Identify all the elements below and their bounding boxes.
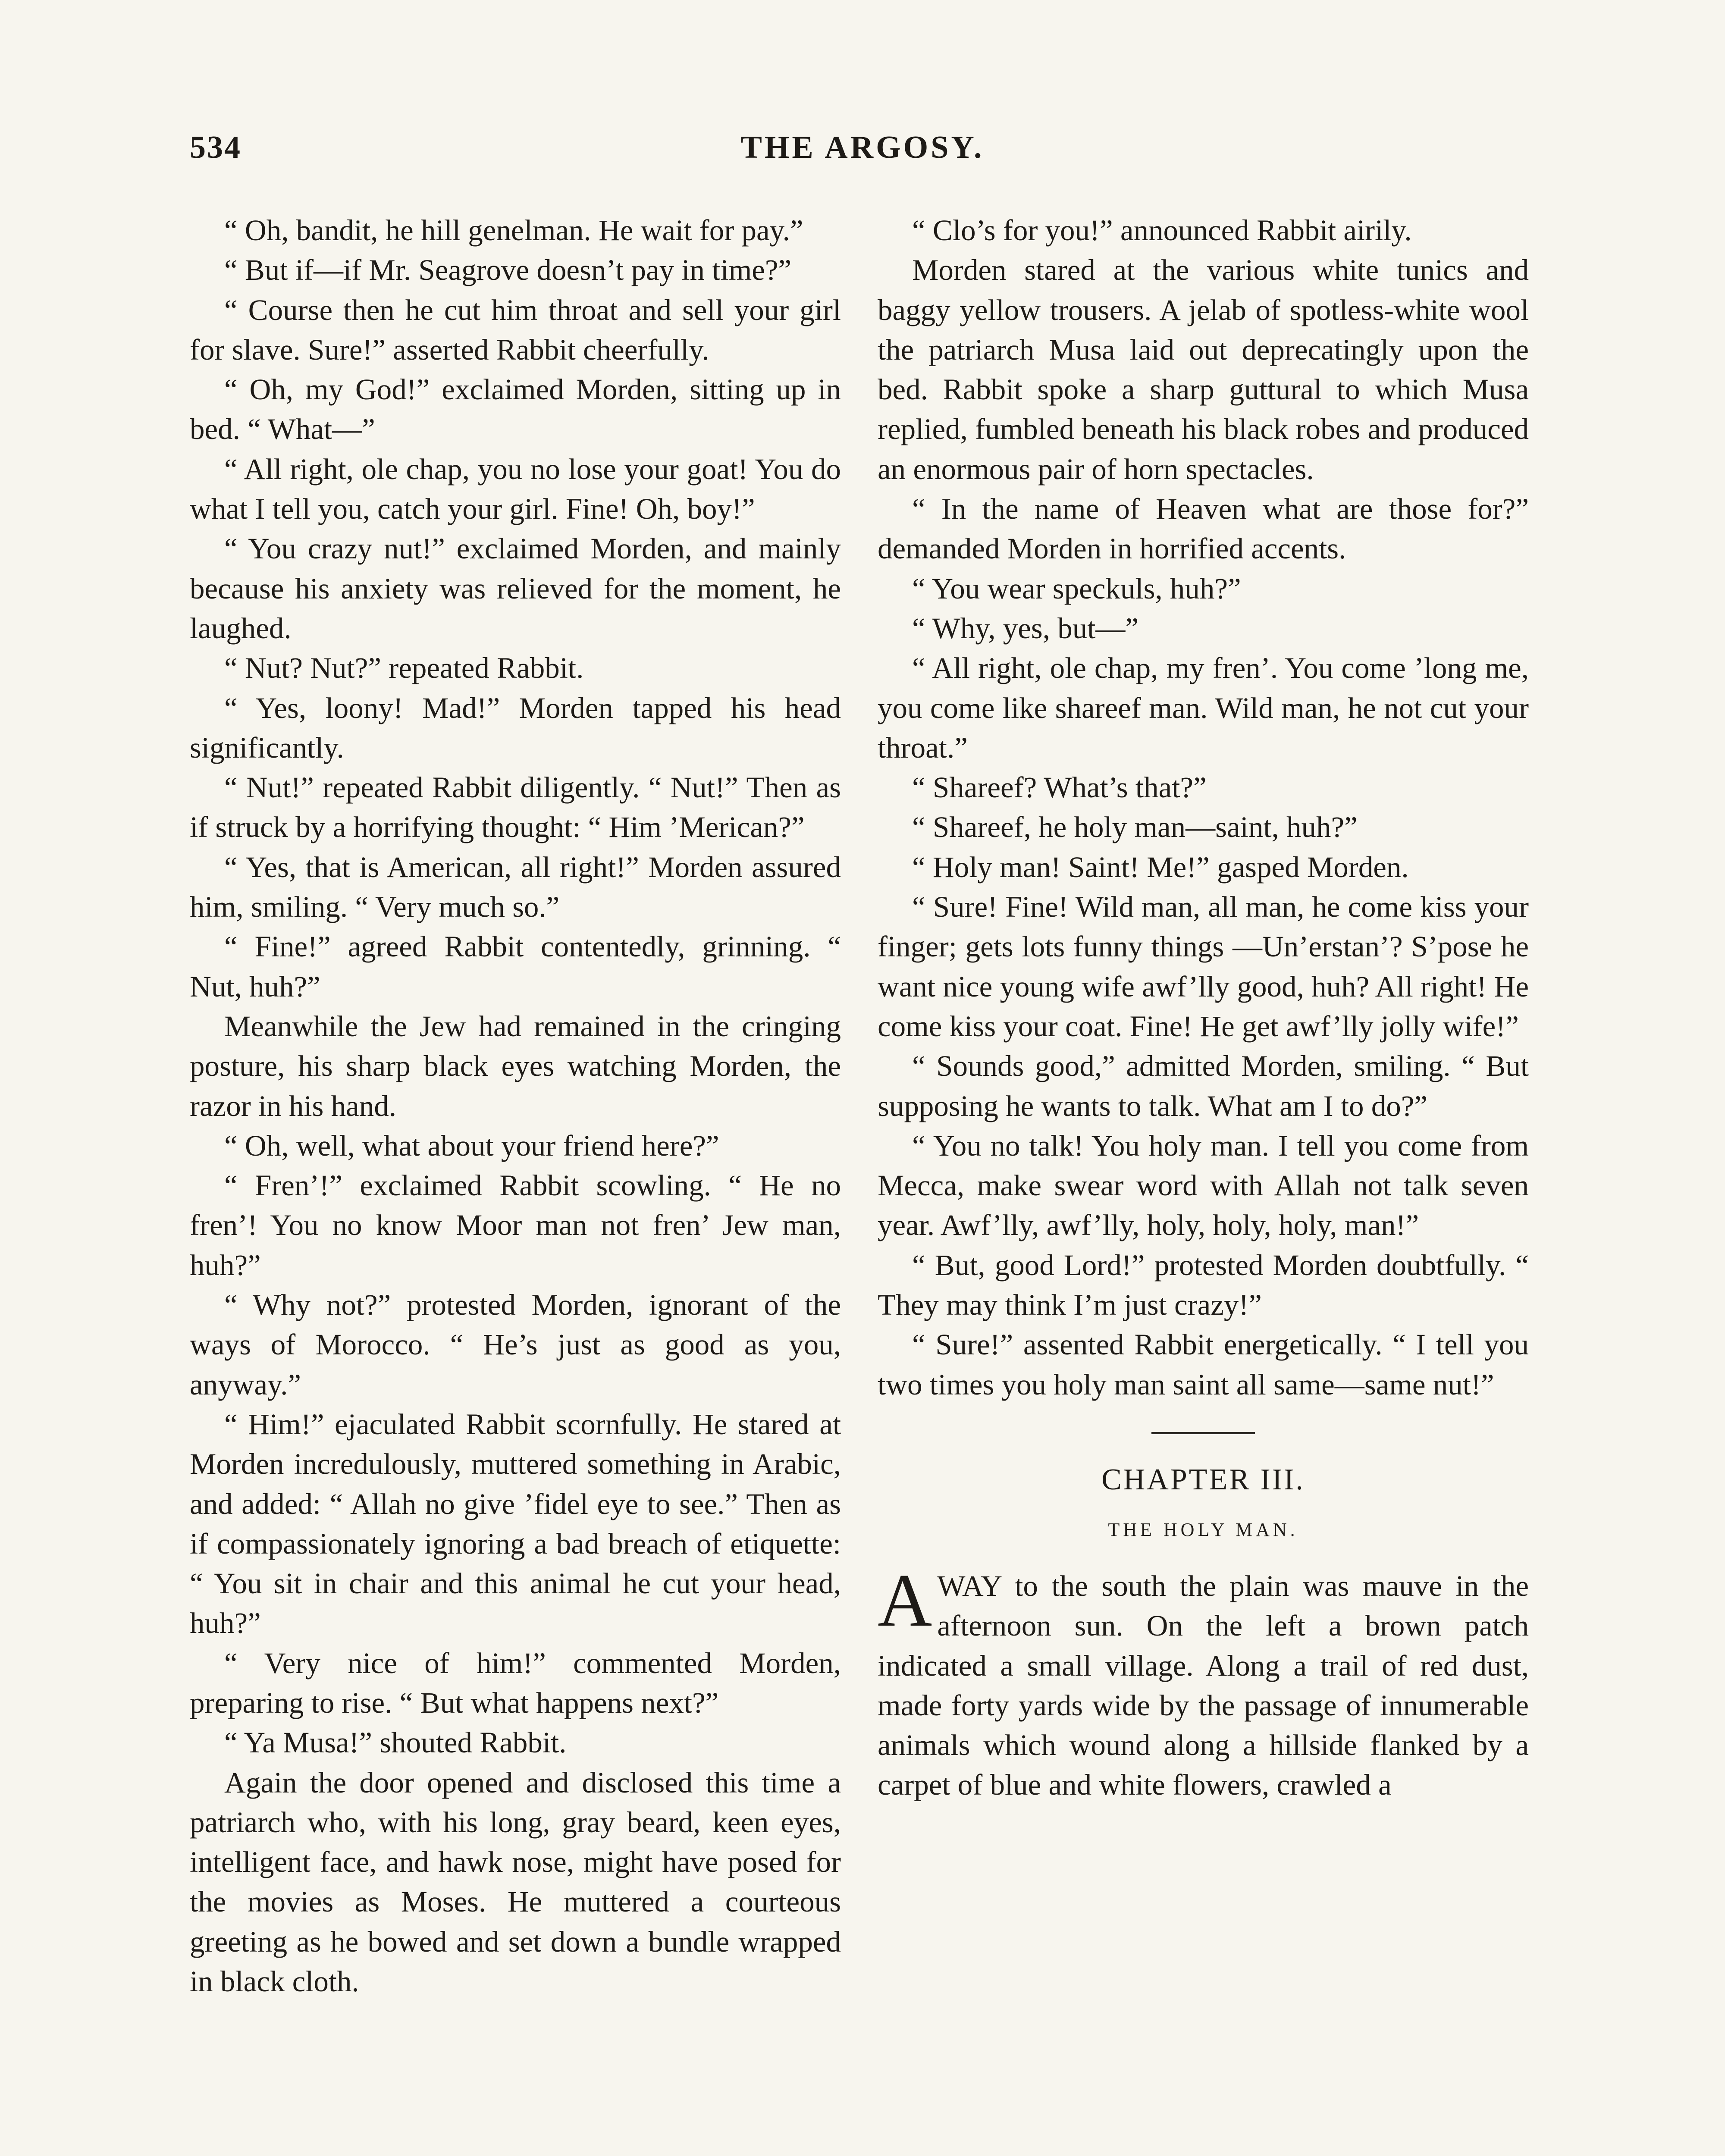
paragraph: “ Yes, loony! Mad!” Morden tapped his head significantly. (190, 691, 841, 764)
paragraph: “ Shareef? What’s that?” (912, 771, 1207, 804)
paragraph: Meanwhile the Jew had remained in the cringing posture, his sharp black eyes watching Morden, the razor in his hand. (190, 1009, 841, 1122)
page-header (190, 129, 1535, 181)
running-title: THE ARGOSY. (740, 130, 985, 165)
paragraph: “ Shareef, he holy man—saint, huh?” (912, 811, 1358, 844)
paragraph: “ Sure! Fine! Wild man, all man, he come kiss your finger; gets lots funny things —Un’erstan’? S’pose he want nice young wife awf’lly good, huh? All right! He come kiss your coat. Fine! He get awf’lly jolly wife!” (878, 890, 1529, 1043)
paragraph: “ Fine!” agreed Rabbit contentedly, grinning. “ Nut, huh?” (190, 930, 841, 1003)
paragraph: “ Oh, my God!” exclaimed Morden, sitting up in bed. “ What—” (190, 373, 841, 446)
paragraph: “ Why not?” protested Morden, ignorant of the ways of Morocco. “ He’s just as good as you, anyway.” (190, 1288, 841, 1401)
paragraph: “ Him!” ejaculated Rabbit scornfully. He stared at Morden incredulously, muttered something in Arabic, and added: “ Allah no give ’fidel eye to see.” Then as if compassionately ignoring a bad breach of etiquette: “ You sit in chair and this animal he cut your head, huh?” (190, 1407, 841, 1640)
paragraph: “ Course then he cut him throat and sell your girl for slave. Sure!” asserted Rabbit cheerfully. (190, 293, 841, 366)
paragraph: “ Why, yes, but—” (912, 611, 1139, 645)
paragraph: Morden stared at the various white tunics and baggy yellow trousers. A jelab of spotless-white wool the patriarch Musa laid out deprecatingly upon the bed. Rabbit spoke a sharp guttural to which Musa replied, fumbled beneath his black robes and produced an enormous pair of horn spectacles. (878, 254, 1529, 486)
paragraph: “ You crazy nut!” exclaimed Morden, and mainly because his anxiety was relieved for the moment, he laughed. (190, 532, 841, 645)
paragraph: “ Oh, bandit, he hill genelman. He wait for pay.” (224, 214, 803, 247)
paragraph: “ Fren’!” exclaimed Rabbit scowling. “ He no fren’! You no know Moor man not fren’ Jew man, huh?” (190, 1169, 841, 1282)
paragraph: “ You no talk! You holy man. I tell you come from Mecca, make swear word with Allah not talk seven year. Awf’lly, awf’lly, holy, holy, holy, man!” (878, 1129, 1529, 1242)
paragraph: “ Yes, that is American, all right!” Morden assured him, smiling. “ Very much so.” (190, 850, 841, 924)
chapter-opening-paragraph (878, 1558, 1529, 1805)
paragraph: “ Oh, well, what about your friend here?” (224, 1129, 719, 1162)
paragraph: “ But, good Lord!” protested Morden doubtfully. “ They may think I’m just crazy!” (878, 1248, 1529, 1322)
paragraph: Again the door opened and disclosed this time a patriarch who, with his long, gray beard, keen eyes, intelligent face, and hawk nose, might have posed for the movies as Moses. He muttered a courteous greeting as he bowed and set down a bundle wrapped in black cloth. (190, 1766, 841, 1998)
chapter-heading: CHAPTER III. (1101, 1463, 1305, 1496)
paragraph: “ Nut!” repeated Rabbit diligently. “ Nut!” Then as if struck by a horrifying thought: “ Him ’Merican?” (190, 771, 841, 844)
paragraph: “ In the name of Heaven what are those for?” demanded Morden in horrified accents. (878, 492, 1529, 565)
paragraph: “ Very nice of him!” commented Morden, preparing to rise. “ But what happens next?” (190, 1646, 841, 1719)
chapter-subtitle: THE HOLY MAN. (1108, 1519, 1298, 1540)
page-number: 534 (190, 130, 242, 165)
paragraph: “ Nut? Nut?” repeated Rabbit. (224, 652, 584, 685)
paragraph: “ You wear speckuls, huh?” (912, 572, 1241, 605)
paragraph: “ All right, ole chap, you no lose your goat! You do what I tell you, catch your girl. Fine! Oh, boy!” (190, 452, 841, 526)
chapter-opening-text: WAY to the south the plain was mauve in the afternoon sun. On the left a brown patch indicated a small village. Along a trail of red dust, made forty yards wide by the passage of innumerable animals which wound along a hillside flanked by a carpet of blue and white flowers, crawled a (878, 1569, 1529, 1802)
paragraph: “ But if—if Mr. Seagrove doesn’t pay in time?” (224, 254, 792, 287)
paragraph: “ All right, ole chap, my fren’. You come ’long me, you come like shareef man. Wild man, he not cut your throat.” (878, 652, 1529, 764)
paragraph: “ Holy man! Saint! Me!” gasped Morden. (912, 850, 1409, 884)
paragraph: “ Sure!” assented Rabbit energetically. “ I tell you two times you holy man saint all same—same nut!” (878, 1328, 1529, 1401)
paragraph: “ Clo’s for you!” announced Rabbit airily. (912, 214, 1412, 247)
paragraph: “ Sounds good,” admitted Morden, smiling. “ But supposing he wants to talk. What am I to do?” (878, 1050, 1529, 1122)
section-divider (1151, 1432, 1255, 1434)
right-column (878, 210, 1529, 1805)
left-column (190, 210, 841, 2001)
drop-cap: A (878, 1558, 932, 1642)
paragraph: “ Ya Musa!” shouted Rabbit. (224, 1726, 567, 1759)
